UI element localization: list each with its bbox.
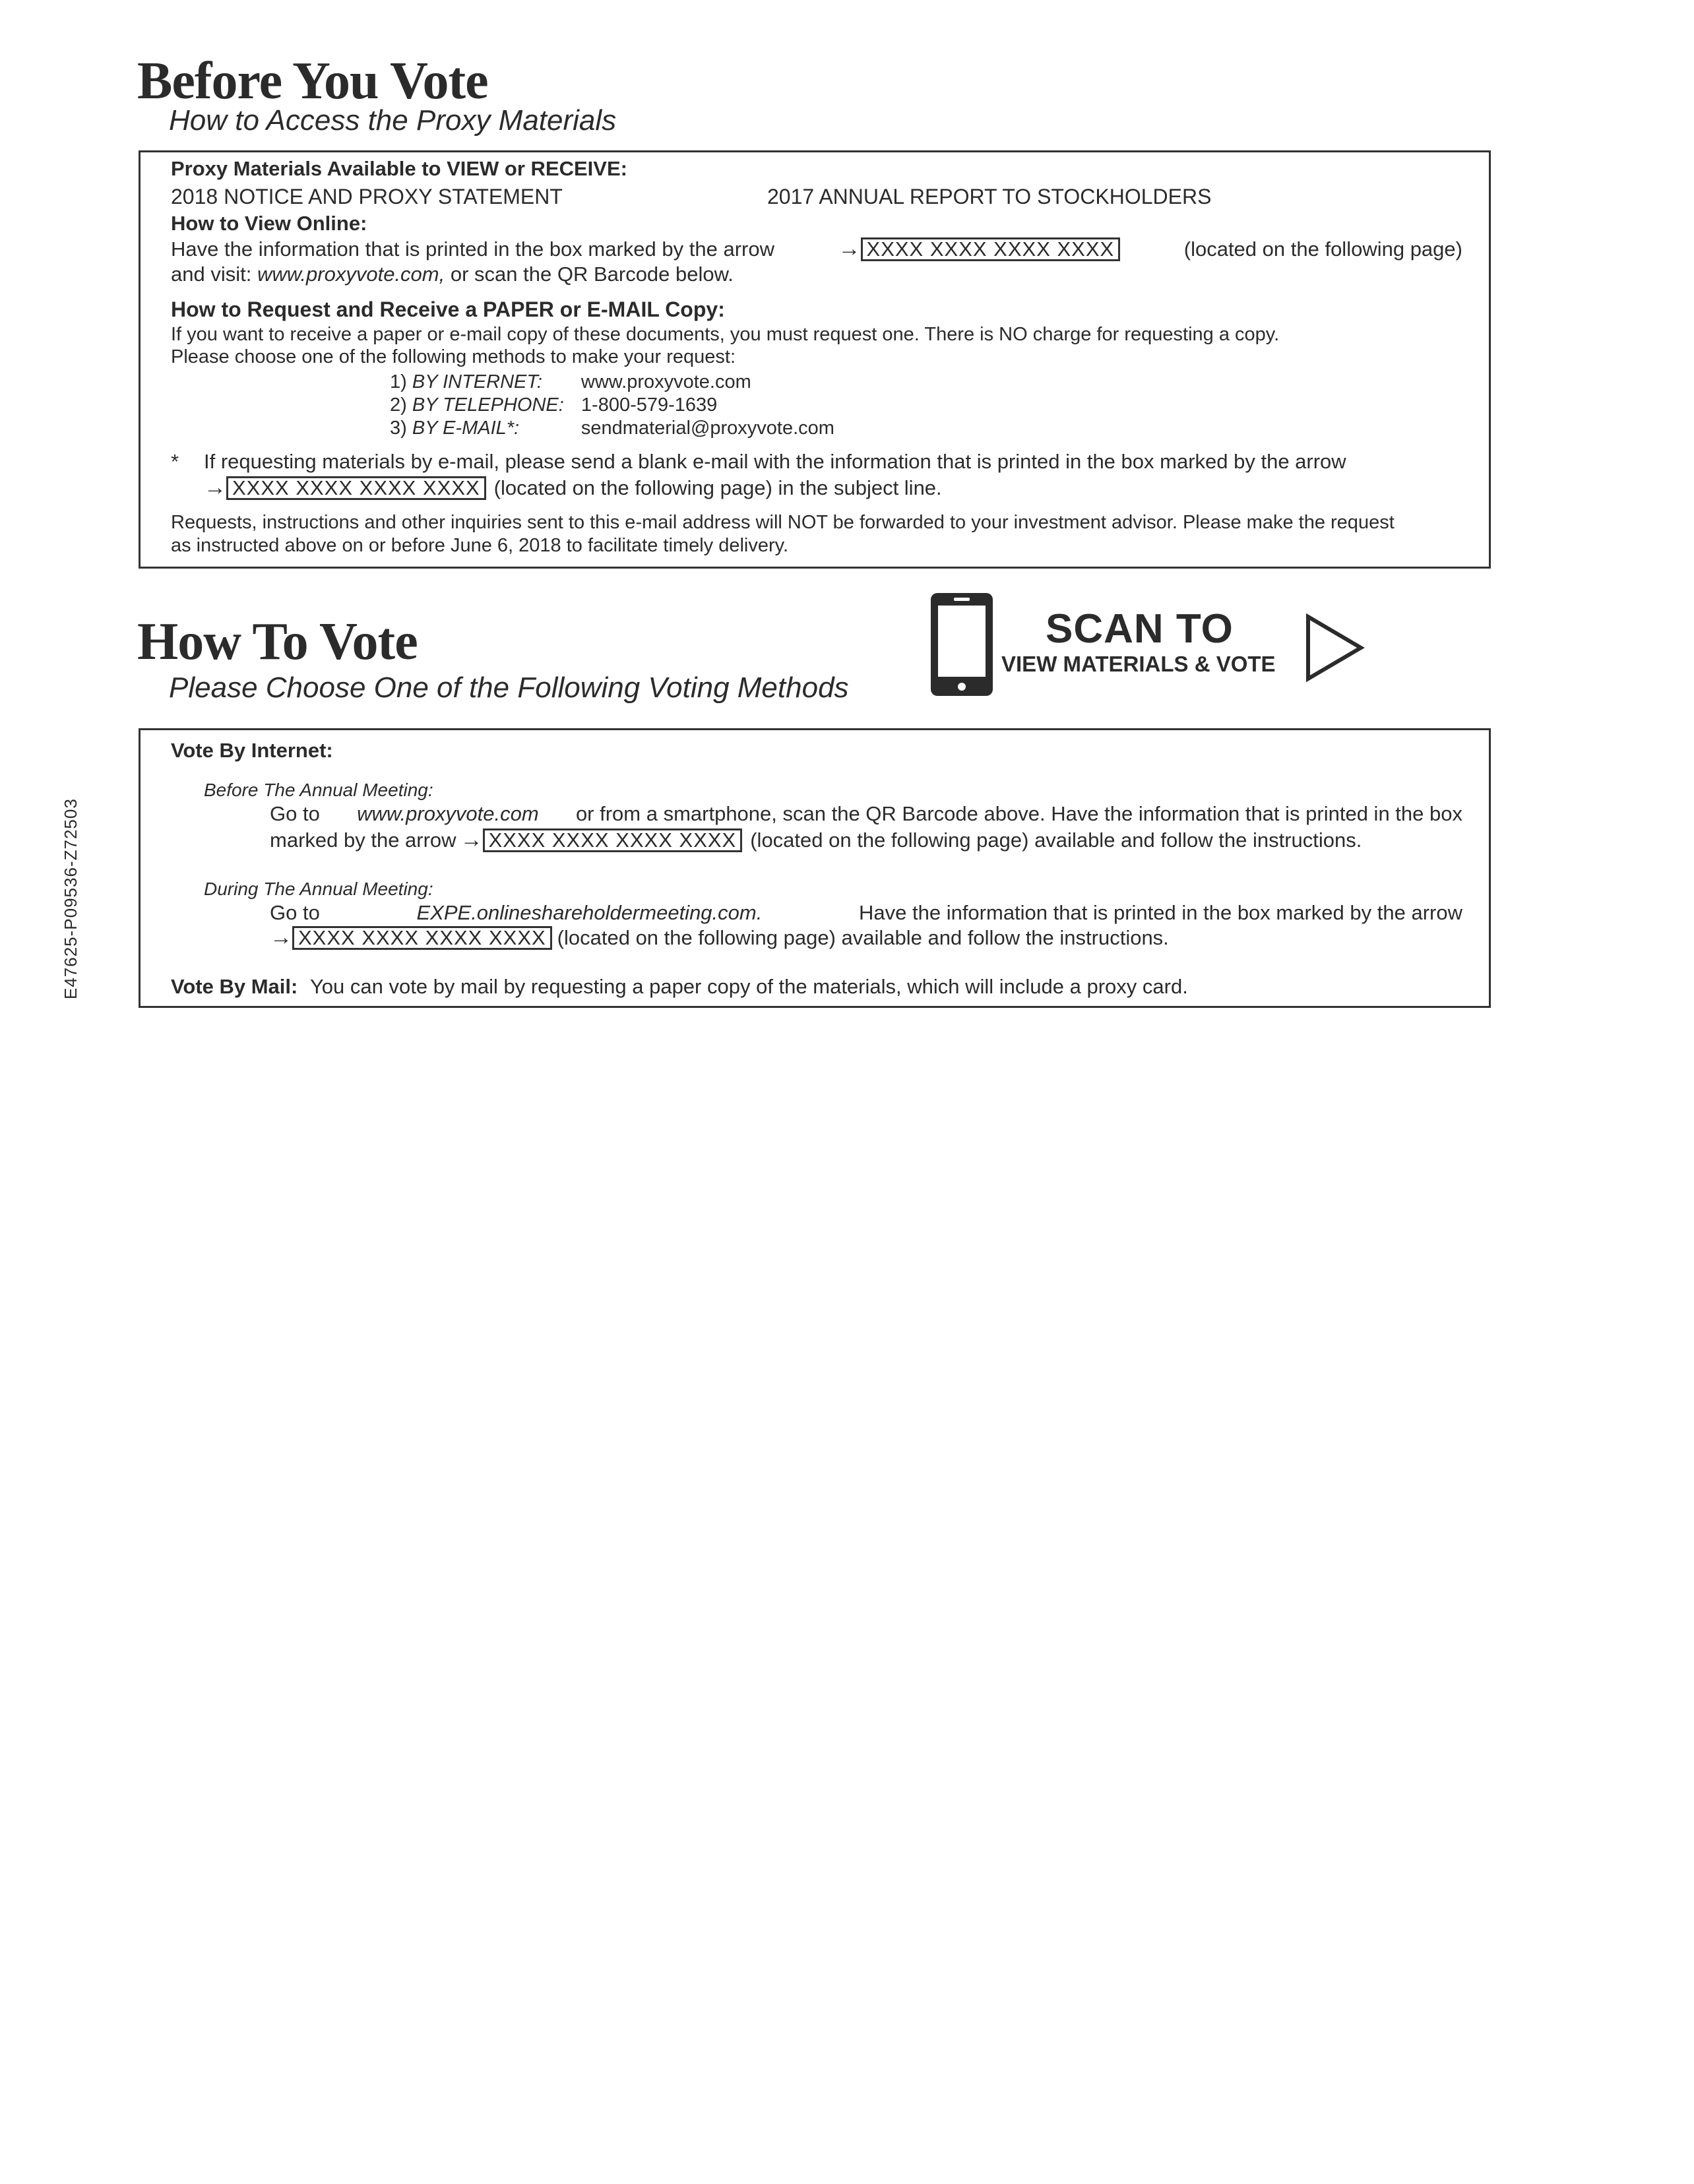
follow-instructions-text: (located on the following page) available and follow the instructions. [750,828,1362,852]
before-meeting-instructions: or from a smartphone, scan the QR Barcode above. Have the information that is printed in the box [575,802,1462,825]
go-to-text: Go to [270,901,320,924]
document-annual-report: 2017 ANNUAL REPORT TO STOCKHOLDERS [767,185,1212,208]
request-copy-line-1: If you want to receive a paper or e-mail copy of these documents, you must request one. There is NO charge for requesting a copy. [171,324,1280,345]
request-copy-heading: How to Request and Receive a PAPER or E-MAIL Copy: [171,297,725,321]
method-value-telephone[interactable]: 1-800-579-1639 [580,394,718,416]
method-number: 3) [390,418,407,439]
arrow-icon: → [270,925,292,950]
vote-by-mail-heading: Vote By Mail: [171,975,298,998]
footnote-line-1 [204,449,1462,474]
footnote-line-2 [204,476,942,500]
method-value-email[interactable]: sendmaterial@proxyvote.com [580,418,834,439]
during-meeting-instructions: Have the information that is printed in the box marked by the arrow [859,901,1462,924]
vote-by-internet-heading: Vote By Internet: [171,739,333,762]
control-number-box: XXXX XXXX XXXX XXXX [861,237,1121,261]
before-meeting-line-2 [270,828,1362,852]
smartphone-icon [929,591,995,698]
view-online-line-1 [171,237,1462,261]
method-value-internet[interactable]: www.proxyvote.com [580,371,751,392]
vote-by-mail-line [171,974,1188,999]
go-to-text: Go to [270,802,320,825]
view-online-heading: How to View Online: [171,212,367,235]
view-online-line-2 [171,262,734,286]
scan-qr-text: or scan the QR Barcode below. [450,263,734,286]
subject-line-text: (located on the following page) in the subject line. [493,476,942,499]
requests-notice-line-1: Requests, instructions and other inquiries sent to this e-mail address will NOT be forwarded to your investment advisor. Please make the request [171,512,1395,533]
during-meeting-line-1 [270,900,1462,925]
control-number-box: XXXX XXXX XXXX XXXX [226,476,486,500]
arrow-icon: → [204,475,226,500]
method-row [390,393,717,418]
footnote-text: If requesting materials by e-mail, please send a blank e-mail with the information that is printed in the box marked by the arrow [204,450,1346,473]
marked-by-arrow-text: marked by the arrow [270,828,456,852]
play-arrow-icon [1305,613,1365,682]
request-copy-line-2: Please choose one of the following methods to make your request: [171,346,736,367]
how-to-vote-title: How To Vote [137,613,418,671]
method-row [390,370,751,394]
proxyvote-link[interactable]: www.proxyvote.com, [257,263,445,286]
shareholder-meeting-link[interactable]: EXPE.onlineshareholdermeeting.com. [416,901,763,924]
control-number-box: XXXX XXXX XXXX XXXX [292,926,552,950]
control-number-box: XXXX XXXX XXXX XXXX [483,828,743,852]
document-notice-proxy: 2018 NOTICE AND PROXY STATEMENT [171,185,563,208]
before-you-vote-subtitle: How to Access the Proxy Materials [169,104,617,137]
scan-to-label: SCAN TO [1046,606,1234,652]
method-row [390,416,834,441]
voting-methods-box [139,728,1491,1008]
before-meeting-label: Before The Annual Meeting: [204,780,433,800]
proxyvote-link[interactable]: www.proxyvote.com [357,802,539,825]
vote-by-mail-text: You can vote by mail by requesting a paper copy of the materials, which will include a proxy card. [309,975,1188,998]
view-materials-vote-label: VIEW MATERIALS & VOTE [1001,652,1276,676]
footnote-star: * [171,450,179,473]
view-online-text: Have the information that is printed in the box marked by the arrow [171,237,774,261]
requests-notice-line-2: as instructed above on or before June 6, 2018 to facilitate timely delivery. [171,535,789,556]
follow-instructions-text: (located on the following page) available and follow the instructions. [557,926,1169,949]
before-meeting-line-1 [270,801,1462,826]
located-text: (located on the following page) [1183,237,1462,261]
how-to-vote-subtitle: Please Choose One of the Following Voting Methods [169,671,849,704]
visit-label: and visit: [171,263,252,286]
arrow-icon: → [460,827,483,852]
during-meeting-label: During The Annual Meeting: [204,879,433,899]
method-number: 2) [390,394,407,416]
method-label: BY E-MAIL*: [412,418,520,439]
method-label: BY INTERNET: [412,371,542,392]
before-you-vote-title: Before You Vote [137,52,488,110]
document-control-code: E47625-P09536-Z72503 [61,798,80,999]
method-label: BY TELEPHONE: [412,394,564,416]
proxy-access-box [139,150,1491,569]
materials-available-heading: Proxy Materials Available to VIEW or RECEIVE: [171,157,627,180]
method-number: 1) [390,371,407,392]
arrow-icon: → [838,236,861,261]
during-meeting-line-2 [270,925,1169,950]
